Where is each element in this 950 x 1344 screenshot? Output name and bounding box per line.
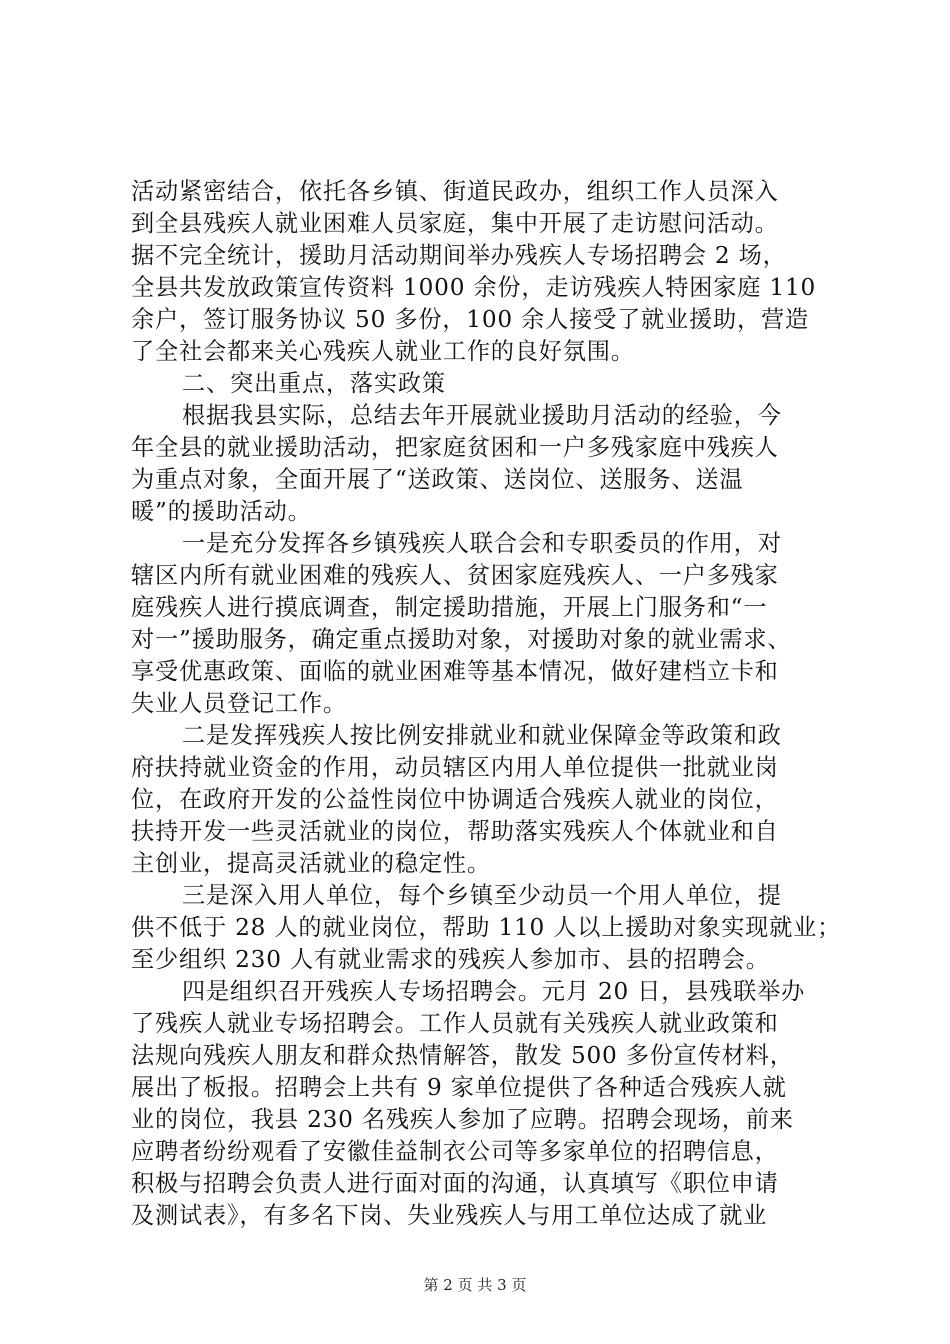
text-line: 庭残疾人进行摸底调查，制定援助措施，开展上门服务和“一: [131, 594, 768, 621]
text-line: 扶持开发一些灵活就业的岗位，帮助落实残疾人个体就业和自: [131, 818, 779, 845]
text-line: 活动紧密结合，依托各乡镇、街道民政办，组织工作人员深入: [131, 178, 779, 205]
text-line: 据不完全统计，援助月活动期间举办残疾人专场招聘会 2 场，: [131, 242, 787, 269]
text-line: 至少组织 230 人有就业需求的残疾人参加市、县的招聘会。: [131, 946, 770, 973]
text-line: 供不低于 28 人的就业岗位，帮助 110 人以上援助对象实现就业；: [131, 914, 842, 941]
text-line: 年全县的就业援助活动，把家庭贫困和一户多残家庭中残疾人: [131, 434, 779, 461]
text-line: 府扶持就业资金的作用，动员辖区内用人单位提供一批就业岗: [131, 754, 779, 781]
text-line: 了残疾人就业专场招聘会。工作人员就有关残疾人就业政策和: [131, 1010, 779, 1037]
text-line: 四是组织召开残疾人专场招聘会。元月 20 日，县残联举办: [182, 978, 806, 1005]
text-line: 根据我县实际，总结去年开展就业援助月活动的经验，今: [182, 402, 782, 429]
text-line: 了全社会都来关心残疾人就业工作的良好氛围。: [131, 338, 635, 365]
text-line: 对一”援助服务，确定重点援助对象，对援助对象的就业需求、: [131, 626, 792, 653]
document-body: [131, 176, 842, 1232]
text-line: 为重点对象，全面开展了“送政策、送岗位、送服务、送温: [131, 466, 744, 493]
text-line: 到全县残疾人就业困难人员家庭，集中开展了走访慰问活动。: [131, 210, 779, 237]
text-line: 全县共发放政策宣传资料 1000 余份，走访残疾人特困家庭 110: [131, 274, 817, 301]
text-line: 享受优惠政策、面临的就业困难等基本情况，做好建档立卡和: [131, 658, 779, 685]
text-line: 业的岗位，我县 230 名残疾人参加了应聘。招聘会现场，前来: [131, 1106, 794, 1133]
text-line: 辖区内所有就业困难的残疾人、贫困家庭残疾人、一户多残家: [131, 562, 779, 589]
text-line: 位，在政府开发的公益性岗位中协调适合残疾人就业的岗位，: [131, 786, 779, 813]
text-line: 法规向残疾人朋友和群众热情解答，散发 500 多份宣传材料，: [131, 1042, 794, 1069]
text-line: 积极与招聘会负责人进行面对面的沟通，认真填写《职位申请: [131, 1170, 779, 1197]
text-line: 一是充分发挥各乡镇残疾人联合会和专职委员的作用，对: [182, 530, 782, 557]
text-line: 二是发挥残疾人按比例安排就业和就业保障金等政策和政: [182, 722, 782, 749]
text-line: 二、突出重点，落实政策: [182, 370, 446, 397]
text-line: 展出了板报。招聘会上共有 9 家单位提供了各种适合残疾人就: [131, 1074, 787, 1101]
text-line: 失业人员登记工作。: [131, 690, 347, 717]
text-line: 应聘者纷纷观看了安徽佳益制衣公司等多家单位的招聘信息，: [131, 1138, 779, 1165]
text-line: 暖”的援助活动。: [131, 498, 312, 525]
text-line: 余户，签订服务协议 50 多份，100 余人接受了就业援助，营造: [131, 306, 809, 333]
page-footer: 第 2 页 共 3 页: [423, 1276, 527, 1294]
text-line: 及测试表》，有多名下岗、失业残疾人与用工单位达成了就业: [131, 1202, 768, 1229]
text-line: 三是深入用人单位，每个乡镇至少动员一个用人单位，提: [182, 882, 782, 909]
text-line: 主创业，提高灵活就业的稳定性。: [131, 850, 491, 877]
